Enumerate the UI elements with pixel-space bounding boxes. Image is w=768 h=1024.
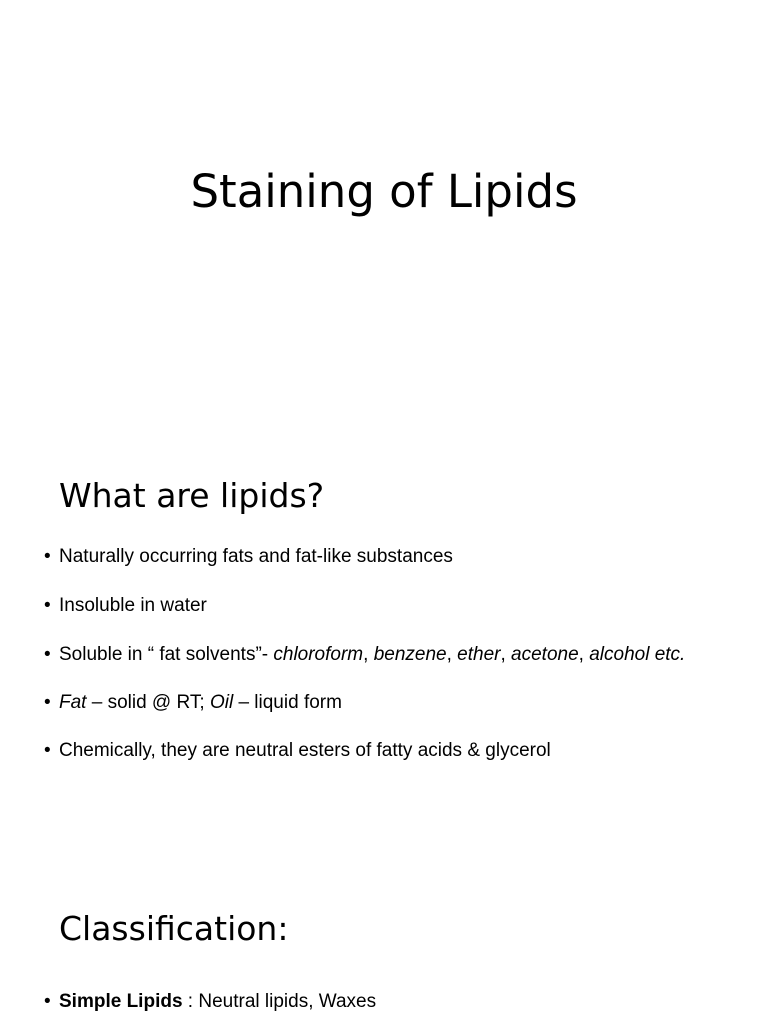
term-oil: Oil <box>209 692 234 713</box>
bullet-icon: • <box>44 644 51 665</box>
bullet-text: Naturally occurring fats and fat-like substances <box>59 546 453 567</box>
bullet-icon: • <box>44 991 51 1012</box>
slide-title: Staining of Lipids <box>190 165 578 218</box>
solvent-ether: ether <box>457 644 501 665</box>
term-fat: Fat <box>59 692 87 713</box>
bullet-icon: • <box>44 740 51 761</box>
solvent-alcohol: alcohol etc. <box>589 644 686 665</box>
bullet-text: Insoluble in water <box>59 595 207 616</box>
separator: , <box>500 644 512 665</box>
separator: , <box>578 644 590 665</box>
separator: , <box>363 644 374 665</box>
bullet-text <box>59 643 685 667</box>
bullet-text <box>59 691 342 715</box>
solvent-chloroform: chloroform <box>273 644 364 665</box>
term-simple-lipids: Simple Lipids <box>59 991 183 1012</box>
bullet-icon: • <box>44 692 51 713</box>
bullet-icon: • <box>44 546 51 567</box>
section-heading-classification: Classification: <box>59 909 289 948</box>
bullet-text: Chemically, they are neutral esters of fatty acids & glycerol <box>59 740 551 761</box>
oil-description: – liquid form <box>233 692 342 713</box>
bullet-icon: • <box>44 595 51 616</box>
section-heading-what-are-lipids: What are lipids? <box>59 476 325 515</box>
solubility-prefix: Soluble in “ fat solvents”- <box>59 644 274 665</box>
simple-lipids-description: : Neutral lipids, Waxes <box>182 991 377 1012</box>
bullet-text <box>59 990 376 1014</box>
separator: , <box>446 644 458 665</box>
solvent-acetone: acetone <box>511 644 579 665</box>
fat-description: – solid @ RT; <box>86 692 210 713</box>
solvent-benzene: benzene <box>373 644 447 665</box>
